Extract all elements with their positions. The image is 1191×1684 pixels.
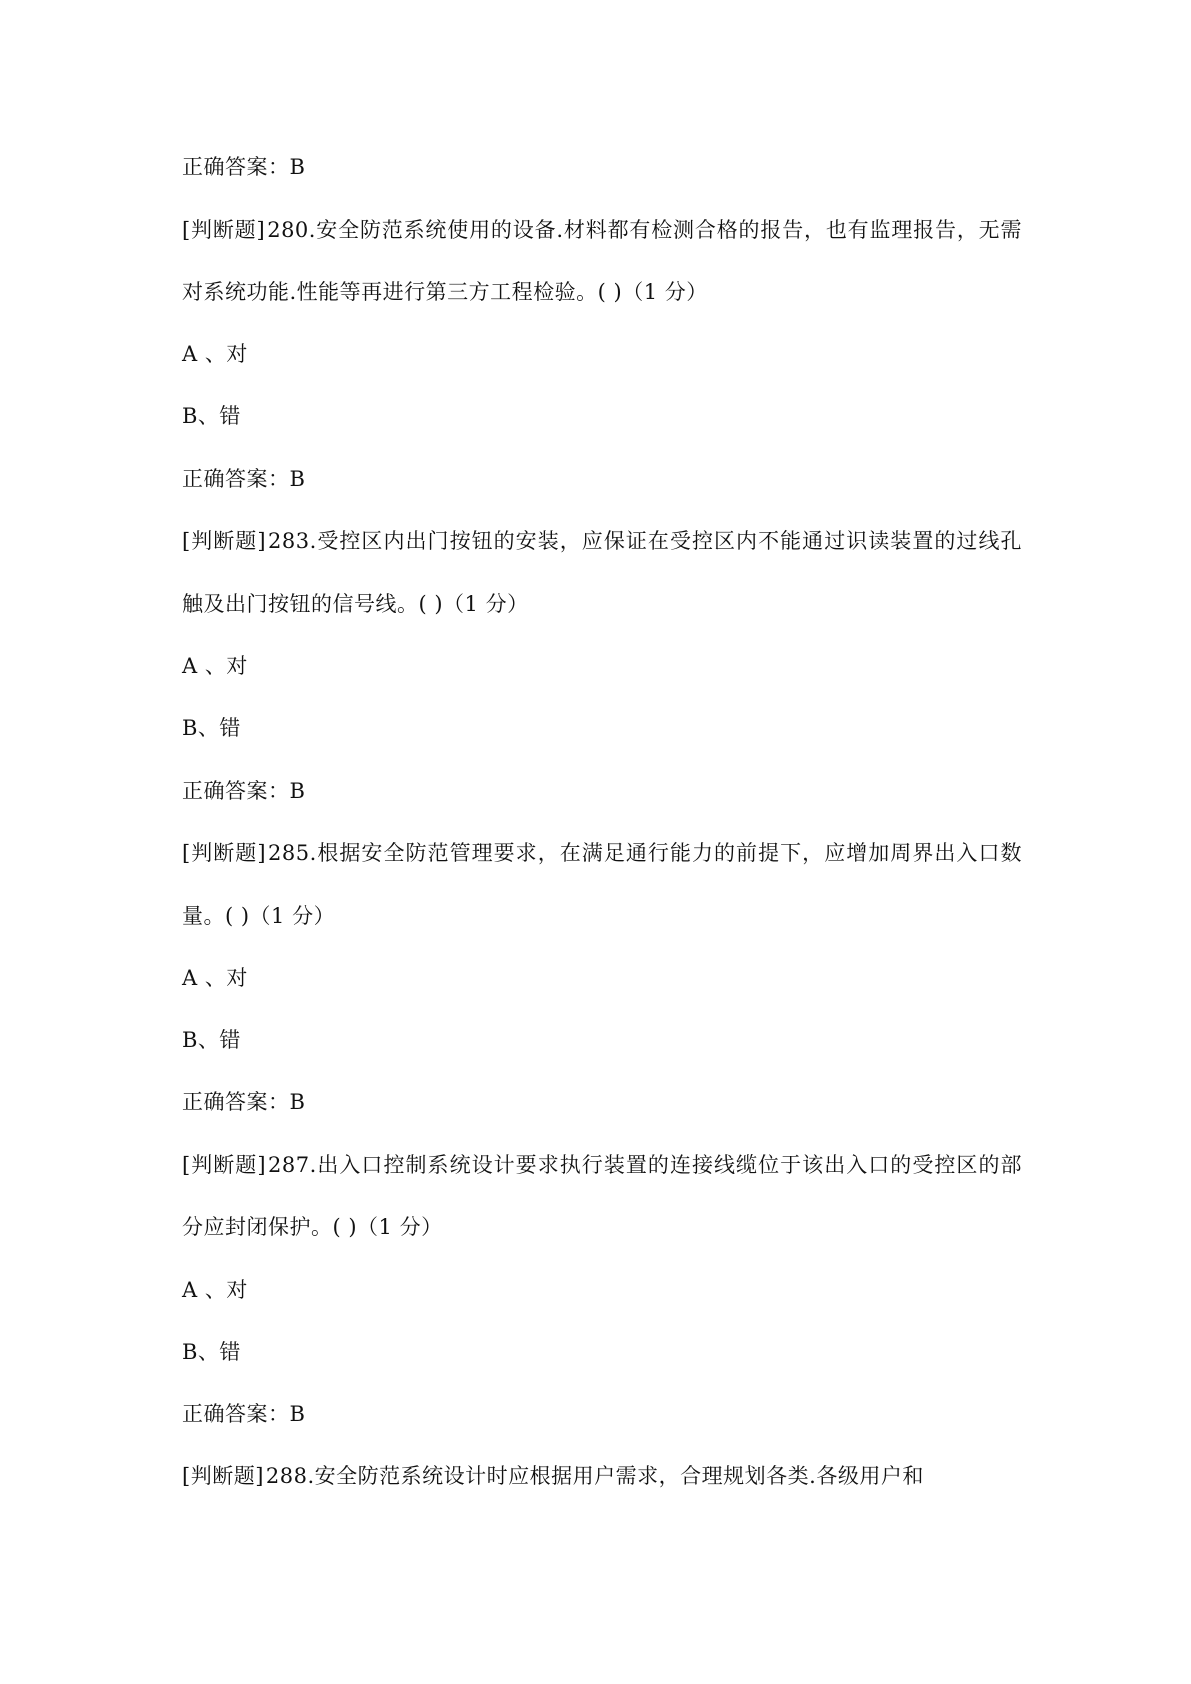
question-type-tag: [判断题] <box>182 529 267 554</box>
question-text: 288.安全防范系统设计时应根据用户需求，合理规划各类.各级用户和 <box>265 1464 924 1489</box>
question-283 <box>182 510 1022 635</box>
question-type-tag: [判断题] <box>182 217 266 242</box>
correct-answer: 正确答案：B <box>182 1090 306 1115</box>
question-text: 283.受控区内出门按钮的安装，应保证在受控区内不能通过识读装置的过线孔触及出门按钮的信号线。( )（1 分） <box>182 529 1022 616</box>
question-type-tag: [判断题] <box>182 1464 264 1489</box>
document-content <box>182 152 1022 1524</box>
question-text: 280.安全防范系统使用的设备.材料都有检测合格的报告，也有监理报告，无需对系统功能.性能等再进行第三方工程检验。( )（1 分） <box>182 217 1022 305</box>
correct-answer: 正确答案：B <box>182 1402 306 1427</box>
question-287 <box>182 1134 1022 1259</box>
question-type-tag: [判断题] <box>182 841 267 866</box>
option-a: A 、对 <box>182 342 248 367</box>
option-a: A 、对 <box>182 965 248 990</box>
option-b: B、错 <box>182 404 241 429</box>
correct-answer: 正确答案：B <box>182 466 306 491</box>
question-text: 285.根据安全防范管理要求，在满足通行能力的前提下，应增加周界出入口数量。( )（1 分） <box>182 841 1022 928</box>
question-288 <box>182 1461 1022 1492</box>
question-type-tag: [判断题] <box>182 1152 267 1177</box>
option-a: A 、对 <box>182 1277 248 1302</box>
correct-answer: 正确答案：B <box>182 155 306 179</box>
option-b: B、错 <box>182 1339 241 1364</box>
question-285 <box>182 822 1022 947</box>
option-b: B、错 <box>182 1028 241 1053</box>
option-a: A 、对 <box>182 653 248 678</box>
question-text: 287.出入口控制系统设计要求执行装置的连接线缆位于该出入口的受控区的部分应封闭保护。( )（1 分） <box>182 1152 1022 1240</box>
question-280 <box>182 199 1022 324</box>
option-b: B、错 <box>182 716 241 741</box>
correct-answer: 正确答案：B <box>182 778 306 803</box>
